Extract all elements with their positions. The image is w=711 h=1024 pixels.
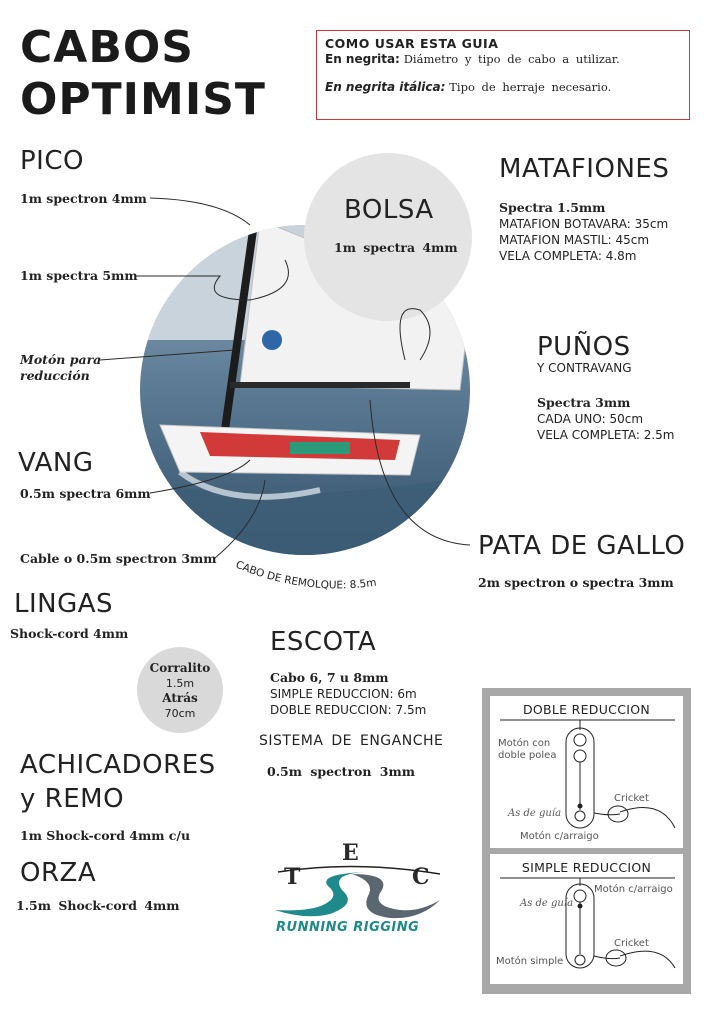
pico-heading: PICO bbox=[20, 146, 84, 176]
simple-reduccion-panel bbox=[490, 854, 683, 984]
bolsa-item: 1m spectra 4mm bbox=[334, 240, 458, 255]
orza-heading: ORZA bbox=[20, 858, 97, 888]
svg-text:CABO DE REMOLQUE: 8.5m bbox=[234, 559, 377, 592]
escota-heading: ESCOTA bbox=[270, 627, 377, 657]
matafiones-list: Spectra 1.5mm MATAFION BOTAVARA: 35cm MATAFION MASTIL: 45cm VELA COMPLETA: 4.8m bbox=[499, 200, 669, 263]
page-title: CABOS OPTIMIST bbox=[20, 22, 266, 125]
doble-label-a: Motón con bbox=[498, 738, 551, 749]
vang-heading: VANG bbox=[18, 448, 94, 478]
vang-item-2: Cable o 0.5m spectron 3mm bbox=[20, 551, 217, 566]
pico-item-2: 1m spectra 5mm bbox=[20, 268, 138, 283]
vang-item-1: 0.5m spectra 6mm bbox=[20, 486, 151, 501]
escota-list: Cabo 6, 7 u 8mm SIMPLE REDUCCION: 6m DOBLE REDUCCION: 7.5m bbox=[270, 670, 427, 717]
enganche-item: 0.5m spectron 3mm bbox=[267, 764, 415, 779]
simple-label-c: Cricket bbox=[614, 938, 649, 949]
lingas-item: Shock-cord 4mm bbox=[10, 626, 129, 641]
achicadores-heading: ACHICADORES y REMO bbox=[20, 750, 216, 814]
guide-italic-label: En negrita itálica: bbox=[325, 80, 446, 94]
tec-logo-swoosh bbox=[270, 860, 445, 920]
lingas-circle: Corralito 1.5m Atrás 70cm bbox=[137, 647, 223, 733]
guide-heading: COMO USAR ESTA GUIA bbox=[325, 36, 499, 51]
doble-label-d: Motón c/arraigo bbox=[520, 831, 599, 842]
enganche-heading: SISTEMA DE ENGANCHE bbox=[259, 733, 444, 749]
doble-title: DOBLE REDUCCION bbox=[522, 702, 651, 717]
matafiones-heading: MATAFIONES bbox=[499, 154, 670, 184]
punos-list: Spectra 3mm CADA UNO: 50cm VELA COMPLETA: 2.5m bbox=[537, 395, 675, 442]
simple-label-d: Motón simple bbox=[496, 956, 564, 967]
guide-bold-label: En negrita: bbox=[325, 52, 400, 66]
tec-logo: E T C RUNNING RIGGING bbox=[270, 840, 445, 940]
pata-heading: PATA DE GALLO bbox=[478, 531, 686, 561]
guide-italic-desc: Tipo de herraje necesario. bbox=[449, 80, 612, 94]
doble-label-b: As de guía bbox=[508, 808, 562, 819]
punos-subheading: Y CONTRAVANG bbox=[537, 361, 632, 375]
doble-reduccion-panel bbox=[490, 696, 683, 848]
punos-heading: PUÑOS bbox=[537, 332, 631, 362]
lingas-heading: LINGAS bbox=[14, 589, 114, 619]
reduction-diagrams bbox=[482, 688, 691, 994]
pico-block-label: Motón para reducción bbox=[20, 352, 102, 383]
doble-label-c: Cricket bbox=[614, 793, 649, 804]
bolsa-heading: BOLSA bbox=[344, 195, 434, 225]
remolque-label-svg bbox=[225, 555, 395, 605]
guide-bold-desc: Diámetro y tipo de cabo a utilizar. bbox=[403, 52, 620, 66]
simple-title: SIMPLE REDUCCION bbox=[521, 860, 652, 875]
simple-label-a: Motón c/arraigo bbox=[594, 884, 673, 895]
simple-label-b: As de guía bbox=[520, 898, 574, 909]
orza-item: 1.5m Shock-cord 4mm bbox=[16, 898, 180, 913]
tec-logo-text: RUNNING RIGGING bbox=[276, 920, 420, 935]
remolque-label: CABO DE REMOLQUE: 8.5m bbox=[233, 558, 378, 592]
pata-item: 2m spectron o spectra 3mm bbox=[478, 575, 674, 590]
doble-label-a2: doble polea bbox=[498, 750, 557, 761]
achicadores-item: 1m Shock-cord 4mm c/u bbox=[20, 828, 191, 843]
pico-item-1: 1m spectron 4mm bbox=[20, 191, 147, 206]
